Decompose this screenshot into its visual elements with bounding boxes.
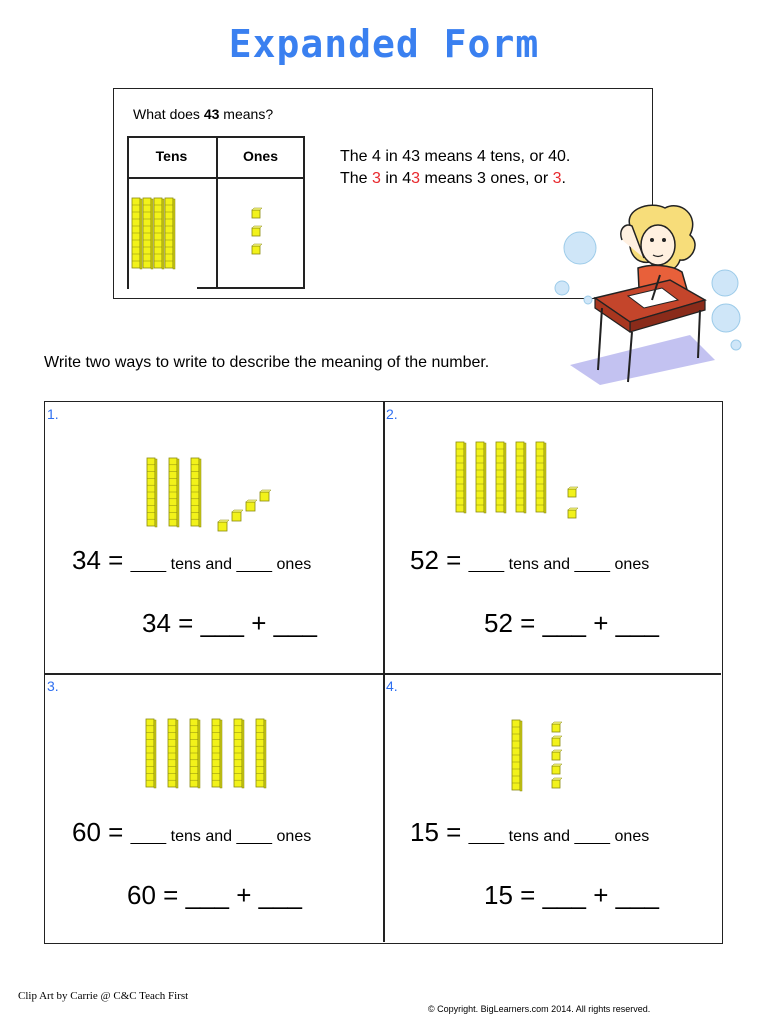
problem-3 bbox=[45, 674, 383, 945]
example-question bbox=[133, 106, 273, 122]
example-ones-blocks bbox=[217, 178, 304, 288]
addition-equation: 34 = ___ + ___ bbox=[142, 608, 318, 638]
ones-blank[interactable]: ____ bbox=[236, 556, 273, 573]
tens-ones-equation: 34 = ____ tens and ____ ones bbox=[72, 545, 312, 575]
copyright-notice: © Copyright. BigLearners.com 2014. All rights reserved. bbox=[428, 1004, 651, 1014]
question-text-pre: What does bbox=[133, 106, 204, 122]
ten-rod bbox=[146, 719, 156, 788]
ones-blank[interactable]: ____ bbox=[236, 828, 273, 845]
tens-blank[interactable]: ____ bbox=[468, 828, 505, 845]
addend-1-blank[interactable]: ___ bbox=[542, 608, 586, 638]
explanation-line-1: The 4 in 43 means 4 tens, or 40. bbox=[340, 148, 571, 165]
addend-2-blank[interactable]: ___ bbox=[273, 608, 318, 638]
one-cube bbox=[568, 508, 578, 518]
question-number: 43 bbox=[203, 106, 220, 122]
instruction-text: Write two ways to write to describe the meaning of the number. bbox=[44, 354, 490, 371]
example-tens-blocks bbox=[127, 178, 216, 288]
ten-rod bbox=[456, 442, 466, 513]
ten-rod bbox=[234, 719, 244, 788]
question-text-post: means? bbox=[219, 106, 274, 122]
tens-ones-equation: 52 = ____ tens and ____ ones bbox=[410, 545, 650, 575]
ten-rod bbox=[190, 719, 200, 788]
girl-writing-clipart bbox=[540, 200, 750, 390]
one-cube bbox=[252, 244, 262, 254]
ten-rod bbox=[191, 458, 201, 527]
one-cube bbox=[552, 736, 562, 746]
problem-2 bbox=[384, 402, 722, 673]
ten-rod bbox=[516, 442, 526, 513]
ten-rod bbox=[476, 442, 486, 513]
base-ten-blocks bbox=[45, 402, 383, 542]
ten-rod bbox=[512, 720, 522, 791]
ten-rod bbox=[132, 198, 142, 269]
problem-1 bbox=[45, 402, 383, 673]
addend-1-blank[interactable]: ___ bbox=[200, 608, 244, 638]
tens-blank[interactable]: ____ bbox=[130, 556, 167, 573]
ten-rod bbox=[168, 719, 178, 788]
tens-header: Tens bbox=[155, 148, 188, 164]
addend-2-blank[interactable]: ___ bbox=[615, 880, 660, 910]
clipart-credit: Clip Art by Carrie @ C&C Teach First bbox=[18, 990, 189, 1002]
base-ten-blocks bbox=[45, 674, 383, 814]
page-title: Expanded Form bbox=[228, 22, 540, 66]
problem-number: 1. bbox=[47, 406, 59, 422]
problem-number: 4. bbox=[386, 678, 398, 694]
ten-rod bbox=[496, 442, 506, 513]
addition-equation: 60 = ___ + ___ bbox=[127, 880, 303, 910]
place-value-table bbox=[127, 136, 305, 289]
base-ten-blocks bbox=[384, 402, 722, 542]
addend-2-blank[interactable]: ___ bbox=[258, 880, 303, 910]
problem-grid bbox=[44, 401, 723, 944]
ones-header: Ones bbox=[242, 148, 278, 164]
ten-rod bbox=[143, 198, 153, 269]
base-ten-blocks bbox=[384, 674, 722, 814]
tens-blank[interactable]: ____ bbox=[130, 828, 167, 845]
ten-rod bbox=[165, 198, 175, 269]
ones-blank[interactable]: ____ bbox=[574, 828, 611, 845]
tens-ones-equation: 60 = ____ tens and ____ ones bbox=[72, 817, 312, 847]
addition-equation: 15 = ___ + ___ bbox=[484, 880, 660, 910]
problem-number: 3. bbox=[47, 678, 59, 694]
one-cube bbox=[252, 226, 262, 236]
ten-rod bbox=[169, 458, 179, 527]
one-cube bbox=[252, 208, 262, 218]
ten-rod bbox=[154, 198, 164, 269]
problem-number: 2. bbox=[386, 406, 398, 422]
addend-1-blank[interactable]: ___ bbox=[542, 880, 586, 910]
one-cube bbox=[246, 500, 257, 511]
one-cube bbox=[568, 487, 578, 497]
one-cube bbox=[552, 764, 562, 774]
ten-rod bbox=[536, 442, 546, 513]
addend-2-blank[interactable]: ___ bbox=[615, 608, 660, 638]
one-cube bbox=[552, 750, 562, 760]
ten-rod bbox=[147, 458, 157, 527]
one-cube bbox=[232, 510, 243, 521]
one-cube bbox=[552, 778, 562, 788]
explanation-line-2: The 3 in 43 means 3 ones, or 3. bbox=[340, 170, 566, 187]
problem-4 bbox=[384, 674, 722, 945]
one-cube bbox=[218, 520, 229, 531]
one-cube bbox=[552, 722, 562, 732]
example-explanation bbox=[340, 146, 570, 190]
one-cube bbox=[260, 490, 271, 501]
tens-blank[interactable]: ____ bbox=[468, 556, 505, 573]
ten-rod bbox=[256, 719, 266, 788]
tens-ones-equation: 15 = ____ tens and ____ ones bbox=[410, 817, 650, 847]
addition-equation: 52 = ___ + ___ bbox=[484, 608, 660, 638]
addend-1-blank[interactable]: ___ bbox=[185, 880, 229, 910]
ten-rod bbox=[212, 719, 222, 788]
ones-blank[interactable]: ____ bbox=[574, 556, 611, 573]
